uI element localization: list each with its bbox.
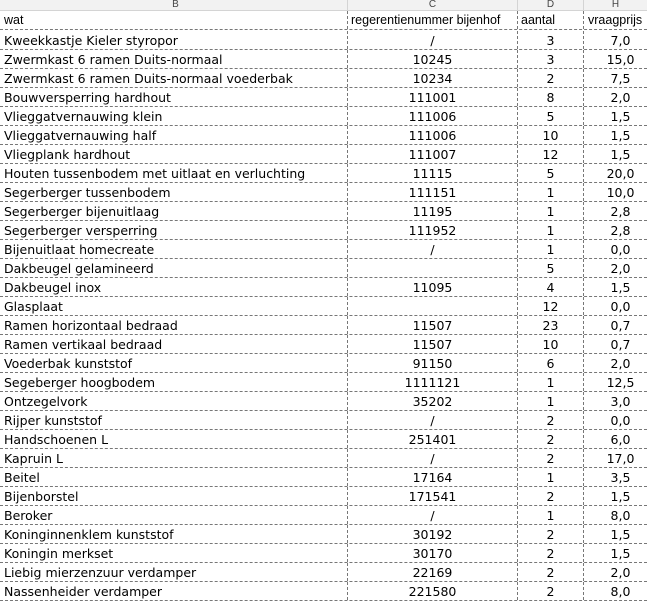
table-row (0, 354, 647, 373)
item-name-cell[interactable]: Voederbak kunststof (0, 354, 348, 372)
item-code-cell[interactable]: / (348, 411, 518, 429)
header-cell-name[interactable]: wat (0, 11, 348, 29)
item-price-cell[interactable]: 7,5 (610, 71, 631, 86)
item-code-cell[interactable] (348, 259, 518, 277)
item-price-cell[interactable]: 1,5 (610, 128, 631, 143)
item-qty-cell[interactable]: 2 (518, 487, 584, 505)
item-price-cell[interactable]: 0,7 (610, 337, 631, 352)
item-qty-cell[interactable]: 10 (518, 126, 584, 144)
item-qty-cell[interactable]: 1 (518, 240, 584, 258)
table-row (0, 506, 647, 525)
item-qty-cell[interactable]: 4 (518, 278, 584, 296)
table-row (0, 221, 647, 240)
item-code-cell[interactable]: 11195 (348, 202, 518, 220)
item-qty-cell[interactable]: 10 (518, 335, 584, 353)
item-name-cell[interactable]: Kweekkastje Kieler styropor (0, 31, 348, 49)
item-qty-cell[interactable]: 12 (518, 297, 584, 315)
item-qty-cell[interactable]: 1 (518, 202, 584, 220)
item-name-cell[interactable]: Rijper kunststof (0, 411, 348, 429)
table-row (0, 335, 647, 354)
table-row (0, 259, 647, 278)
table-row (0, 297, 647, 316)
item-qty-cell[interactable]: 1 (518, 506, 584, 524)
item-name-cell[interactable]: Bijenborstel (0, 487, 348, 505)
item-price-cell[interactable]: 0,0 (610, 299, 631, 314)
item-code-cell[interactable]: 111151 (348, 183, 518, 201)
item-price-cell[interactable]: 1,5 (610, 280, 631, 295)
item-name-cell[interactable]: Segerberger bijenuitlaag (0, 202, 348, 220)
table-row (0, 525, 647, 544)
item-name-cell[interactable]: Vlieggatvernauwing klein (0, 107, 348, 125)
item-code-cell[interactable]: 111006 (348, 126, 518, 144)
item-qty-cell[interactable]: 1 (518, 373, 584, 391)
header-cell-code[interactable]: regerentienummer bijenhof (348, 11, 518, 29)
item-price-cell[interactable]: 8,0 (610, 584, 631, 599)
item-name-cell[interactable]: Segerberger versperring (0, 221, 348, 239)
table-row (0, 449, 647, 468)
item-qty-cell[interactable]: 1 (518, 468, 584, 486)
item-qty-cell[interactable]: 1 (518, 183, 584, 201)
item-name-cell[interactable]: Koningin merkset (0, 544, 348, 562)
column-header-bar (0, 0, 647, 11)
item-code-cell[interactable]: 17164 (348, 468, 518, 486)
item-price-cell[interactable]: 1,5 (610, 527, 631, 542)
item-code-cell[interactable] (348, 297, 518, 315)
item-price-cell[interactable]: 2,0 (610, 565, 631, 580)
table-row (0, 202, 647, 221)
item-code-cell[interactable]: 111007 (348, 145, 518, 163)
table-row (0, 88, 647, 107)
item-code-cell[interactable]: 11507 (348, 316, 518, 334)
item-code-cell[interactable]: 30192 (348, 525, 518, 543)
item-price-cell[interactable]: 3,0 (610, 394, 631, 409)
item-qty-cell[interactable]: 6 (518, 354, 584, 372)
header-cell-price[interactable]: vraagprijs (588, 13, 643, 27)
item-qty-cell[interactable]: 2 (518, 563, 584, 581)
column-header-c[interactable]: C (348, 0, 518, 10)
item-qty-cell[interactable]: 12 (518, 145, 584, 163)
item-qty-cell[interactable]: 1 (518, 221, 584, 239)
item-code-cell[interactable]: 221580 (348, 582, 518, 600)
item-code-cell[interactable]: 11095 (348, 278, 518, 296)
table-row (0, 411, 647, 430)
item-qty-cell[interactable]: 2 (518, 582, 584, 600)
item-name-cell[interactable]: Liebig mierzenzuur verdamper (0, 563, 348, 581)
item-code-cell[interactable]: 35202 (348, 392, 518, 410)
table-row (0, 373, 647, 392)
item-name-cell[interactable]: Segeberger hoogbodem (0, 373, 348, 391)
item-qty-cell[interactable]: 1 (518, 392, 584, 410)
header-row (0, 11, 647, 30)
item-qty-cell[interactable]: 2 (518, 430, 584, 448)
item-name-cell[interactable]: Bouwversperring hardhout (0, 88, 348, 106)
item-name-cell[interactable]: Bijenuitlaat homecreate (0, 240, 348, 258)
column-header-d[interactable]: D (518, 0, 584, 10)
item-name-cell[interactable]: Kapruin L (0, 449, 348, 467)
item-price-cell[interactable]: 1,5 (610, 147, 631, 162)
item-code-cell[interactable]: / (348, 31, 518, 49)
table-row (0, 69, 647, 88)
item-code-cell[interactable]: / (348, 449, 518, 467)
item-code-cell[interactable]: 1111121 (348, 373, 518, 391)
item-name-cell[interactable]: Ramen vertikaal bedraad (0, 335, 348, 353)
item-name-cell[interactable]: Dakbeugel inox (0, 278, 348, 296)
table-row (0, 50, 647, 69)
item-name-cell[interactable]: Segerberger tussenbodem (0, 183, 348, 201)
item-price-cell[interactable]: 1,5 (610, 489, 631, 504)
header-cell-qty[interactable]: aantal (518, 11, 584, 29)
item-qty-cell[interactable]: 2 (518, 449, 584, 467)
item-name-cell[interactable]: Beitel (0, 468, 348, 486)
item-price-cell[interactable]: 1,5 (610, 109, 631, 124)
item-name-cell[interactable]: Ramen horizontaal bedraad (0, 316, 348, 334)
table-row (0, 164, 647, 183)
item-price-cell[interactable]: 0,0 (610, 242, 631, 257)
item-name-cell[interactable]: Vliegplank hardhout (0, 145, 348, 163)
item-name-cell[interactable]: Zwermkast 6 ramen Duits-normaal (0, 50, 348, 68)
item-code-cell[interactable]: 111006 (348, 107, 518, 125)
item-price-cell[interactable]: 12,5 (606, 375, 635, 390)
table-row (0, 563, 647, 582)
table-row (0, 487, 647, 506)
item-code-cell[interactable]: 91150 (348, 354, 518, 372)
item-code-cell[interactable]: / (348, 240, 518, 258)
item-code-cell[interactable]: 111952 (348, 221, 518, 239)
item-name-cell[interactable]: Beroker (0, 506, 348, 524)
item-name-cell[interactable]: Houten tussenbodem met uitlaat en verluchting (0, 164, 348, 182)
item-qty-cell[interactable]: 5 (518, 164, 584, 182)
item-price-cell[interactable]: 1,5 (610, 546, 631, 561)
item-price-cell[interactable]: 10,0 (606, 185, 635, 200)
item-price-cell[interactable]: 15,0 (606, 52, 635, 67)
item-code-cell[interactable]: / (348, 506, 518, 524)
table-row (0, 582, 647, 601)
item-code-cell[interactable]: 11507 (348, 335, 518, 353)
item-qty-cell[interactable]: 2 (518, 411, 584, 429)
item-price-cell[interactable]: 2,0 (610, 261, 631, 276)
table-row (0, 468, 647, 487)
table-row (0, 278, 647, 297)
item-price-cell[interactable]: 2,0 (610, 90, 631, 105)
item-price-cell[interactable]: 17,0 (606, 451, 635, 466)
table-row (0, 240, 647, 259)
item-price-cell[interactable]: 2,0 (610, 356, 631, 371)
item-code-cell[interactable]: 11115 (348, 164, 518, 182)
item-qty-cell[interactable]: 23 (518, 316, 584, 334)
item-name-cell[interactable]: Zwermkast 6 ramen Duits-normaal voederbak (0, 69, 348, 87)
item-code-cell[interactable]: 171541 (348, 487, 518, 505)
item-code-cell[interactable]: 22169 (348, 563, 518, 581)
item-qty-cell[interactable]: 8 (518, 88, 584, 106)
table-row (0, 316, 647, 335)
table-row (0, 183, 647, 202)
item-name-cell[interactable]: Dakbeugel gelamineerd (0, 259, 348, 277)
column-header-h[interactable]: H (611, 0, 620, 10)
table-row (0, 430, 647, 449)
item-price-cell[interactable]: 2,8 (610, 223, 631, 238)
item-name-cell[interactable]: Glasplaat (0, 297, 348, 315)
item-qty-cell[interactable]: 5 (518, 107, 584, 125)
item-price-cell[interactable]: 20,0 (606, 166, 635, 181)
item-price-cell[interactable]: 0,0 (610, 413, 631, 428)
table-row (0, 544, 647, 563)
item-qty-cell[interactable]: 2 (518, 69, 584, 87)
item-code-cell[interactable]: 10234 (348, 69, 518, 87)
item-qty-cell[interactable]: 5 (518, 259, 584, 277)
item-qty-cell[interactable]: 3 (518, 50, 584, 68)
item-name-cell[interactable]: Koninginnenklem kunststof (0, 525, 348, 543)
item-code-cell[interactable]: 251401 (348, 430, 518, 448)
table-row (0, 145, 647, 164)
item-code-cell[interactable]: 10245 (348, 50, 518, 68)
item-code-cell[interactable]: 30170 (348, 544, 518, 562)
item-name-cell[interactable]: Ontzegelvork (0, 392, 348, 410)
item-price-cell[interactable]: 8,0 (610, 508, 631, 523)
item-name-cell[interactable]: Nassenheider verdamper (0, 582, 348, 600)
item-price-cell[interactable]: 0,7 (610, 318, 631, 333)
item-name-cell[interactable]: Handschoenen L (0, 430, 348, 448)
item-qty-cell[interactable]: 2 (518, 544, 584, 562)
item-qty-cell[interactable]: 3 (518, 31, 584, 49)
table-row (0, 392, 647, 411)
table-row (0, 107, 647, 126)
item-price-cell[interactable]: 7,0 (610, 33, 631, 48)
table-row (0, 126, 647, 145)
column-header-b[interactable]: B (0, 0, 348, 10)
item-price-cell[interactable]: 6,0 (610, 432, 631, 447)
item-qty-cell[interactable]: 2 (518, 525, 584, 543)
item-price-cell[interactable]: 3,5 (610, 470, 631, 485)
table-row (0, 31, 647, 50)
item-code-cell[interactable]: 111001 (348, 88, 518, 106)
item-name-cell[interactable]: Vlieggatvernauwing half (0, 126, 348, 144)
item-price-cell[interactable]: 2,8 (610, 204, 631, 219)
